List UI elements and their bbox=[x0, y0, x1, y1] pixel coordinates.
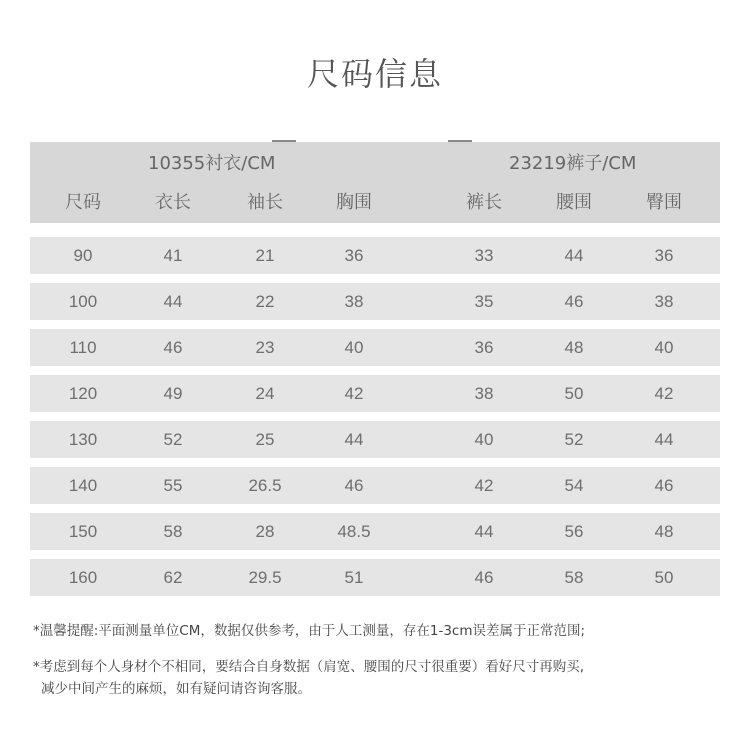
table-cell: 46 bbox=[163, 338, 183, 357]
table-cell: 48 bbox=[564, 338, 584, 357]
table-cell: 41 bbox=[163, 246, 183, 265]
table-cell: 58 bbox=[564, 568, 584, 587]
table-cell: 54 bbox=[564, 476, 584, 495]
table-cell: 38 bbox=[654, 292, 674, 311]
table-cell: 46 bbox=[564, 292, 584, 311]
table-cell: 100 bbox=[68, 292, 98, 311]
table-cell: 44 bbox=[163, 292, 183, 311]
table-row bbox=[30, 375, 720, 412]
table-row bbox=[30, 283, 720, 320]
table-cell: 35 bbox=[474, 292, 494, 311]
table-cell: 130 bbox=[68, 430, 98, 449]
table-cell: 52 bbox=[564, 430, 584, 449]
table-cell: 36 bbox=[654, 246, 674, 265]
table-row bbox=[30, 559, 720, 596]
column-header-chest: 胸围 bbox=[336, 192, 372, 213]
table-cell: 50 bbox=[564, 384, 584, 403]
page-title: 尺码信息 bbox=[306, 55, 443, 93]
table-cell: 150 bbox=[68, 522, 98, 541]
table-cell: 36 bbox=[344, 246, 364, 265]
table-cell: 46 bbox=[474, 568, 494, 587]
table-cell: 55 bbox=[163, 476, 183, 495]
column-header-waist: 腰围 bbox=[556, 192, 592, 213]
table-cell: 29.5 bbox=[248, 568, 282, 587]
column-header-hip: 臀围 bbox=[646, 192, 682, 213]
table-cell: 33 bbox=[474, 246, 494, 265]
table-cell: 90 bbox=[73, 246, 93, 265]
table-cell: 42 bbox=[344, 384, 364, 403]
table-cell: 110 bbox=[69, 338, 97, 357]
table-cell: 49 bbox=[163, 384, 183, 403]
column-header-pants-length: 裤长 bbox=[466, 192, 502, 213]
table-cell: 50 bbox=[654, 568, 674, 587]
table-cell: 58 bbox=[163, 522, 183, 541]
pants-group-label: 23219裤子/CM bbox=[509, 153, 637, 174]
notes-block bbox=[33, 620, 733, 700]
table-cell: 46 bbox=[344, 476, 364, 495]
table-cell: 26.5 bbox=[248, 476, 282, 495]
table-cell: 25 bbox=[255, 430, 275, 449]
table-cell: 160 bbox=[68, 568, 98, 587]
table-row bbox=[30, 421, 720, 458]
table-cell: 23 bbox=[255, 338, 275, 357]
title-block bbox=[0, 52, 750, 112]
shirt-group-label: 10355衬衣/CM bbox=[148, 153, 276, 174]
fit-advice-note-continued bbox=[33, 678, 733, 700]
table-cell: 51 bbox=[344, 568, 364, 587]
table-cell: 44 bbox=[654, 430, 674, 449]
table-cell: 38 bbox=[344, 292, 364, 311]
table-cell: 140 bbox=[68, 476, 98, 495]
table-cell: 24 bbox=[255, 384, 275, 403]
table-row bbox=[30, 513, 720, 550]
table-cell: 46 bbox=[654, 476, 674, 495]
table-cell: 40 bbox=[654, 338, 674, 357]
size-table-header bbox=[30, 142, 720, 223]
table-cell: 22 bbox=[255, 292, 275, 311]
table-cell: 42 bbox=[654, 384, 674, 403]
table-cell: 42 bbox=[474, 476, 494, 495]
measurement-note: *温馨提醒:平面测量单位CM，数据仅供参考，由于人工测量，存在1-3cm误差属于正常范围; bbox=[33, 623, 586, 639]
table-cell: 56 bbox=[564, 522, 584, 541]
table-cell: 21 bbox=[255, 246, 275, 265]
table-cell: 38 bbox=[474, 384, 494, 403]
table-cell: 40 bbox=[474, 430, 494, 449]
table-cell: 28 bbox=[255, 522, 275, 541]
fit-advice-note: *考虑到每个人身材个不相同，要结合自身数据（肩宽、腰围的尺寸很重要）看好尺寸再购买, bbox=[33, 659, 585, 675]
table-cell: 52 bbox=[163, 430, 183, 449]
table-cell: 40 bbox=[344, 338, 364, 357]
fit-advice-text: 减少中间产生的麻烦，如有疑问请咨询客服。 bbox=[41, 681, 311, 697]
table-row bbox=[30, 329, 720, 366]
table-cell: 48 bbox=[654, 522, 674, 541]
table-cell: 120 bbox=[68, 384, 98, 403]
table-cell: 36 bbox=[474, 338, 494, 357]
table-cell: 44 bbox=[474, 522, 494, 541]
table-cell: 48.5 bbox=[337, 522, 371, 541]
column-header-shirt-length: 衣长 bbox=[155, 192, 191, 213]
column-header-size: 尺码 bbox=[65, 192, 101, 213]
table-row bbox=[30, 467, 720, 504]
table-cell: 44 bbox=[344, 430, 364, 449]
table-cell: 44 bbox=[564, 246, 584, 265]
column-header-sleeve-length: 袖长 bbox=[247, 192, 283, 213]
table-row bbox=[30, 237, 720, 274]
table-cell: 62 bbox=[163, 568, 183, 587]
